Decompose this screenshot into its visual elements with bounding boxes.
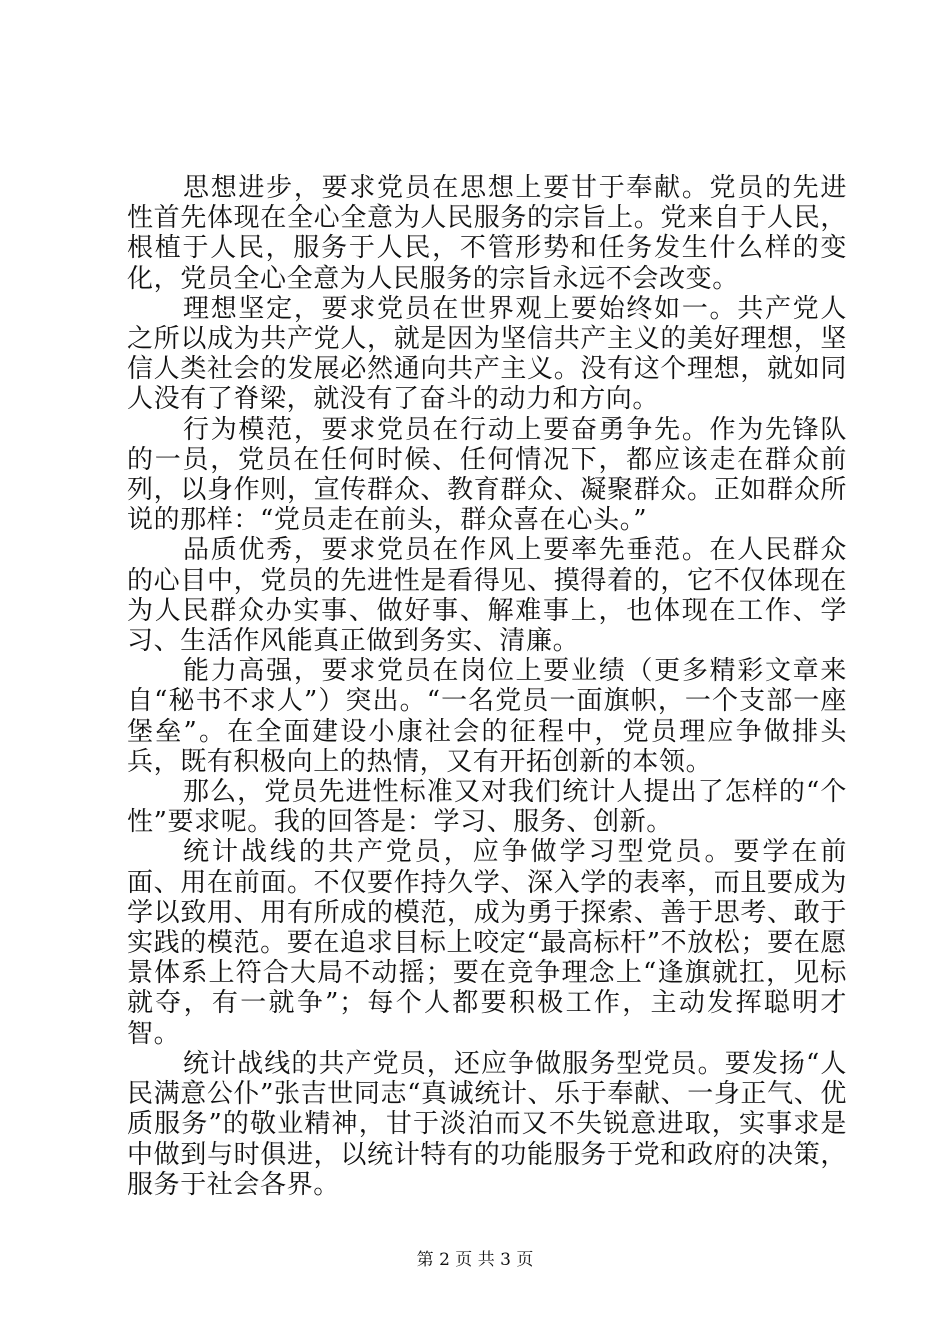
paragraph-strong-ability: 能力高强，要求党员在岗位上要业绩（更多精彩文章来自“秘书不求人”）突出。“一名党员一面旗帜，一个支部一座堡垒”。在全面建设小康社会的征程中，党员理应争做排头兵，既有积极向上的热情，又有开拓创新的本领。	[127, 656, 847, 777]
paragraph-service-member: 统计战线的共产党员，还应争做服务型党员。要发扬“人民满意公仆”张吉世同志“真诚统计、乐于奉献、一身正气、优质服务”的敬业精神，甘于淡泊而又不失锐意进取，实事求是中做到与时俱进，以统计特有的功能服务于党和政府的决策，服务于社会各界。	[127, 1048, 847, 1200]
paragraph-ideological-progress: 思想进步，要求党员在思想上要甘于奉献。党员的先进性首先体现在全心全意为人民服务的宗旨上。党来自于人民，根植于人民，服务于人民，不管形势和任务发生什么样的变化，党员全心全意为人民服务的宗旨永远不会改变。	[127, 173, 847, 294]
paragraph-learning-member: 统计战线的共产党员，应争做学习型党员。要学在前面、用在前面。不仅要作持久学、深入学的表率，而且要成为学以致用、用有所成的模范，成为勇于探索、善于思考、敢于实践的模范。要在追求目标上咬定“最高标杆”不放松；要在愿景体系上符合大局不动摇；要在竞争理念上“逢旗就扛，见标就夺，有一就争”；每个人都要积极工作，主动发挥聪明才智。	[127, 837, 847, 1049]
paragraph-firm-ideals: 理想坚定，要求党员在世界观上要始终如一。共产党人之所以成为共产党人，就是因为坚信共产主义的美好理想，坚信人类社会的发展必然通向共产主义。没有这个理想，就如同人没有了脊梁，就没有了奋斗的动力和方向。	[127, 293, 847, 415]
document-body	[127, 173, 847, 1200]
paragraph-exemplary-conduct: 行为模范，要求党员在行动上要奋勇争先。作为先锋队的一员，党员在任何时候、任何情况下，都应该走在群众前列，以身作则，宣传群众、教育群众、凝聚群众。正如群众所说的那样：“党员走在前头，群众喜在心头。”	[127, 414, 847, 536]
page-number-footer: 第 2 页 共 3 页	[416, 1250, 534, 1270]
paragraph-excellent-quality: 品质优秀，要求党员在作风上要率先垂范。在人民群众的心目中，党员的先进性是看得见、摸得着的，它不仅体现在为人民群众办实事、做好事、解难事上，也体现在工作、学习、生活作风能真正做到务实、清廉。	[127, 535, 847, 657]
paragraph-statistician-requirements: 那么，党员先进性标准又对我们统计人提出了怎样的“个性”要求呢。我的回答是：学习、服务、创新。	[127, 777, 847, 838]
